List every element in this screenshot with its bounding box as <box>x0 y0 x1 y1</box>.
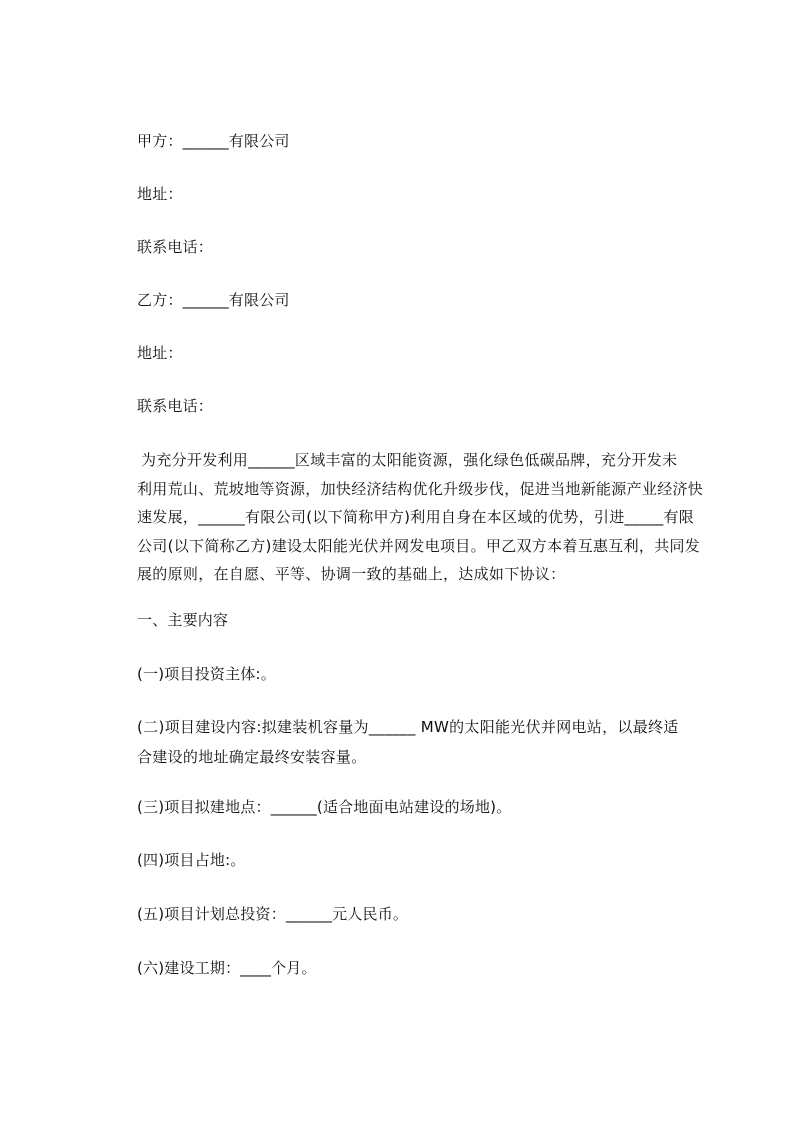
intro-line-2: 利用荒山、荒坡地等资源，加快经济结构优化升级步伐，促进当地新能源产业经济快 <box>137 479 704 498</box>
party-a-phone: 联系电话： <box>137 238 214 256</box>
item-investor: (一)项目投资主体:。 <box>137 665 276 683</box>
item-total-investment: (五)项目计划总投资：______元人民币。 <box>137 905 409 923</box>
item-construction-period: (六)建设工期：____个月。 <box>137 959 317 977</box>
intro-line-4: 公司(以下简称乙方)建设太阳能光伏并网发电项目。甲乙双方本着互惠互利，共同发 <box>137 536 701 555</box>
intro-paragraph <box>137 446 707 589</box>
party-a-name: 甲方：______有限公司 <box>137 132 290 150</box>
party-b-phone: 联系电话： <box>137 397 214 415</box>
item-construction-line-2: 合建设的地址确定最终安装容量。 <box>137 748 367 766</box>
intro-line-1: 为充分开发利用______区域丰富的太阳能资源，强化绿色低碳品牌，充分开发未 <box>141 451 678 469</box>
item-construction-content <box>137 712 705 772</box>
item-location: (三)项目拟建地点：______(适合地面电站建设的场地)。 <box>137 798 512 816</box>
party-b-name: 乙方：______有限公司 <box>137 291 290 309</box>
party-a-address: 地址： <box>137 185 183 203</box>
intro-line-5: 展的原则，在自愿、平等、协调一致的基础上，达成如下协议： <box>137 565 566 583</box>
item-construction-line-1: (二)项目建设内容:拟建装机容量为______ MW的太阳能光伏并网电站，以最终适 <box>137 718 679 736</box>
intro-line-3: 速发展，______有限公司(以下简称甲方)利用自身在本区域的优势，引进_____有限 <box>137 508 695 526</box>
item-land: (四)项目占地:。 <box>137 851 246 869</box>
party-b-address: 地址： <box>137 344 183 362</box>
section-heading: 一、主要内容 <box>137 611 229 629</box>
